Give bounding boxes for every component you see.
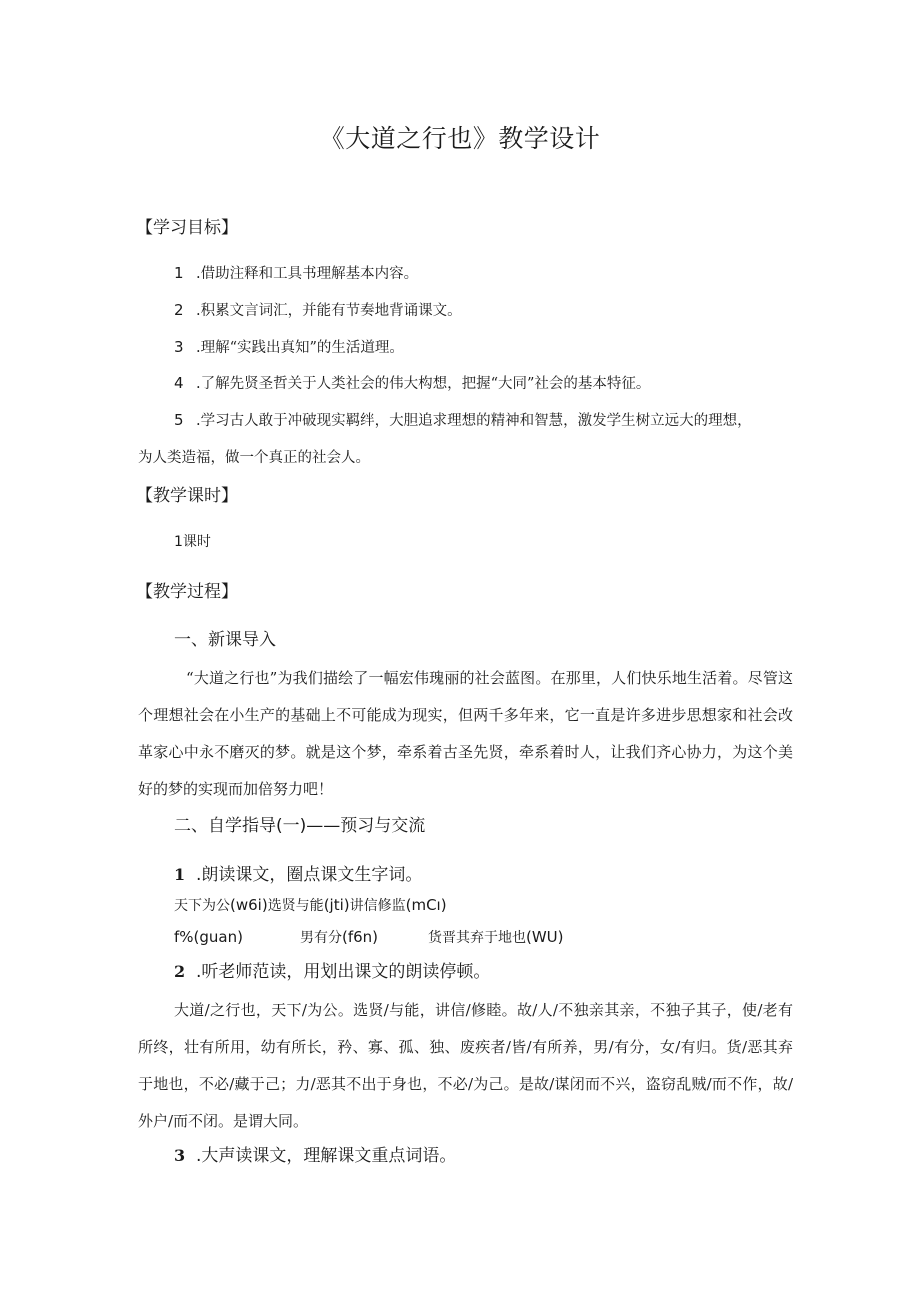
objective-item-2 [174, 303, 462, 319]
pinyin-reading: (guan) [193, 928, 243, 946]
pinyin-reading: (mCı) [405, 896, 447, 914]
step-number: 3 [174, 1146, 186, 1165]
pinyin-word: 男有分 [300, 930, 342, 946]
pinyin-word: 讲信修监 [349, 898, 406, 914]
step-2 [174, 964, 490, 981]
objective-text: .借助注释和工具书理解基本内容。 [196, 266, 419, 282]
objective-item-5 [174, 413, 752, 429]
objectives-heading: 【学习目标】 [136, 218, 238, 238]
section-2-title: 二、自学指导(一)——预习与交流 [174, 816, 426, 836]
step-text: .听老师范读，用划出课文的朗读停顿。 [196, 962, 491, 982]
pinyin-line-1 [174, 898, 447, 913]
pinyin-word: 天下为公 [174, 898, 230, 914]
process-heading: 【教学过程】 [136, 582, 238, 602]
hours-value: 1课时 [174, 534, 211, 550]
objective-text: .积累文言词汇，并能有节奏地背诵课文。 [196, 303, 462, 319]
step-text: .大声读课文，理解课文重点词语。 [196, 1146, 457, 1166]
objective-number: 2 [174, 301, 184, 319]
page-title: 《大道之行也》教学设计 [319, 124, 601, 153]
step-number: 1 [174, 865, 186, 884]
step-1 [174, 867, 422, 884]
objective-number: 5 [174, 411, 184, 429]
objective-text: .了解先贤圣哲关于人类社会的伟大构想，把握“大同”社会的基本特征。 [196, 376, 651, 392]
pinyin-word: f% [174, 928, 194, 946]
objective-number: 4 [174, 374, 184, 392]
objective-item-5-continuation: 为人类造福，做一个真正的社会人。 [138, 450, 370, 466]
step-number: 2 [174, 962, 186, 981]
step-text: .朗读课文，圈点课文生字词。 [196, 865, 423, 885]
step-3 [174, 1148, 456, 1165]
objective-number: 1 [174, 264, 184, 282]
section-1-paragraph: “大道之行也”为我们描绘了一幅宏伟瑰丽的社会蓝图。在那里，人们快乐地生活着。尽管这个理想社会在小生产的基础上不可能成为现实，但两千多年来，它一直是许多进步思想家和社会改革家心中永不磨灭的梦。就是这个梦，牵系着古圣先贤，牵系着时人，让我们齐心协力，为这个美好的梦的实现而加倍努力吧！ [138, 669, 793, 798]
pinyin-reading: (f6n) [342, 928, 379, 946]
objective-item-4 [174, 376, 650, 392]
pinyin-reading: (WU) [526, 928, 564, 946]
pinyin-line-2-b [300, 930, 378, 945]
objective-text: .学习古人敢于冲破现实羁绊，大胆追求理想的精神和智慧，激发学生树立远大的理想， [196, 413, 752, 429]
objective-number: 3 [174, 338, 184, 356]
pinyin-word: 选贤与能 [267, 898, 324, 914]
step-2-paragraph: 大道/之行也，天下/为公。选贤/与能，讲信/修睦。故/人/不独亲其亲，不独子其子，使/老有所终，壮有所用，幼有所长，矜、寡、孤、独、废疾者/皆/有所养，男/有分，女/有归。货/恶其弃于地也，不必/藏于己；力/恶其不出于身也，不必/为己。是故/谋闭而不兴，盗窃乱贼/而不作，故/外户/而不闭。是谓大同。 [138, 1001, 793, 1130]
section-1-title: 一、新课导入 [174, 630, 276, 650]
pinyin-reading: (w6i) [230, 896, 268, 914]
objective-text: .理解“实践出真知”的生活道理。 [196, 340, 404, 356]
objective-item-3 [174, 340, 404, 356]
objective-item-1 [174, 266, 418, 282]
pinyin-line-2-a [174, 930, 243, 945]
pinyin-line-2-c [428, 930, 564, 945]
pinyin-word: 货晋其弃于地也 [428, 930, 526, 946]
pinyin-reading: (jti) [323, 896, 350, 914]
hours-heading: 【教学课时】 [136, 486, 238, 506]
